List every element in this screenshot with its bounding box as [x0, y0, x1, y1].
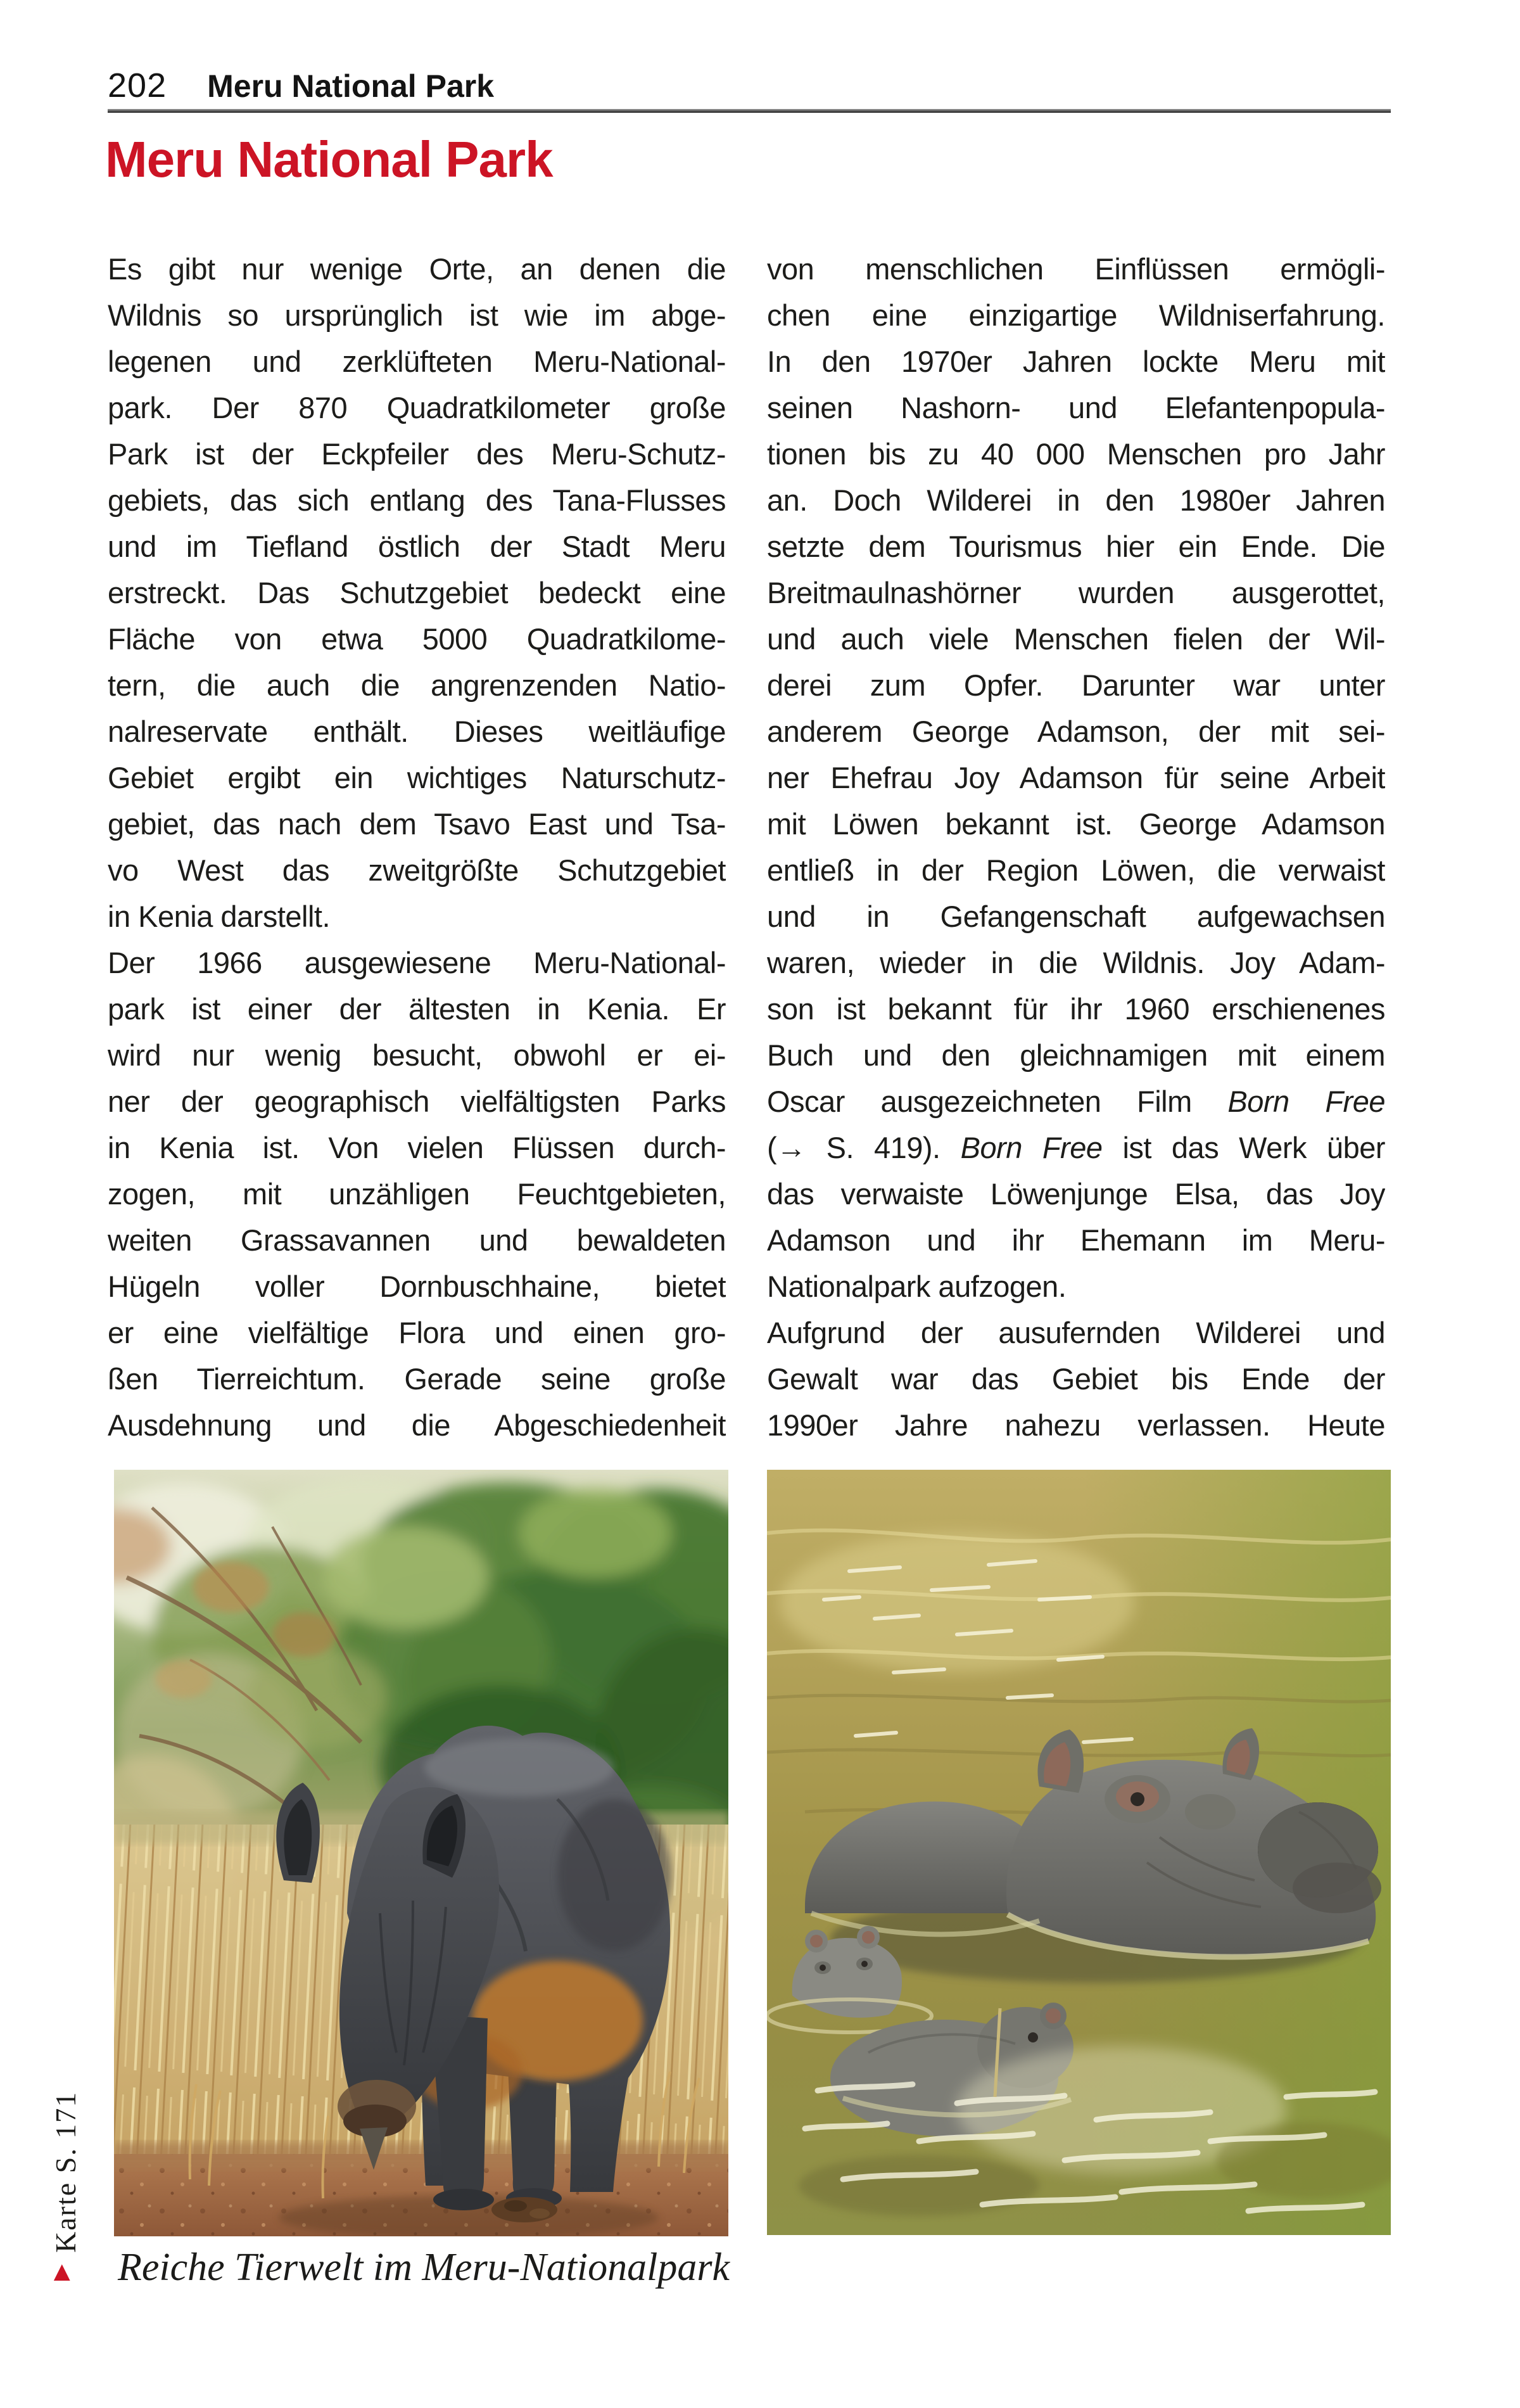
text-line: ner der geographisch vielfältigsten Parks: [108, 1085, 726, 1118]
text-line: und im Tiefland östlich der Stadt Meru: [108, 530, 726, 563]
text-line: In den 1970er Jahren lockte Meru mit: [767, 345, 1385, 378]
header-rule: [108, 109, 1391, 113]
text-line: und auch viele Menschen fielen der Wil-: [767, 622, 1385, 656]
text-line: mit Löwen bekannt ist. George Adamson: [767, 807, 1385, 841]
text-line: in Kenia darstellt.: [108, 900, 331, 933]
text-line: park. Der 870 Quadratkilometer große: [108, 391, 726, 424]
figure-caption: Reiche Tierwelt im Meru-Nationalpark: [118, 2246, 730, 2289]
photo-rhino: [114, 1470, 728, 2236]
page-title: Meru National Park: [105, 131, 553, 188]
text-line: son ist bekannt für ihr 1960 erschienenes: [767, 992, 1385, 1026]
sidebar-marker-triangle-icon: ▲: [48, 2256, 76, 2287]
text-line: Gebiet ergibt ein wichtiges Naturschutz-: [108, 761, 726, 794]
text-line: erstreckt. Das Schutzgebiet bedeckt eine: [108, 576, 726, 609]
text-line: Der 1966 ausgewiesene Meru-National-: [108, 946, 726, 979]
text-line: zogen, mit unzähligen Feuchtgebieten,: [108, 1177, 726, 1211]
text-line: Gewalt war das Gebiet bis Ende der: [767, 1362, 1385, 1396]
text-line: gebiets, das sich entlang des Tana-Flusses: [108, 483, 726, 517]
text-line: vo West das zweitgrößte Schutzgebiet: [108, 853, 726, 887]
text-line: tionen bis zu 40 000 Menschen pro Jahr: [767, 437, 1385, 471]
text-line: er eine vielfältige Flora und einen gro-: [108, 1316, 726, 1349]
text-line: weiten Grassavannen und bewaldeten: [108, 1223, 726, 1257]
article-column-left: [108, 246, 726, 1448]
text-line: Nationalpark aufzogen.: [767, 1270, 1067, 1303]
text-line: waren, wieder in die Wildnis. Joy Adam-: [767, 946, 1385, 979]
text-line: Aufgrund der ausufernden Wilderei und: [767, 1316, 1385, 1349]
page-number: 202: [108, 67, 167, 105]
text-line: nalreservate enthält. Dieses weitläufige: [108, 715, 726, 748]
text-line: ßen Tierreichtum. Gerade seine große: [108, 1362, 726, 1396]
text-line: Hügeln voller Dornbuschhaine, bietet: [108, 1270, 726, 1303]
text-line: an. Doch Wilderei in den 1980er Jahren: [767, 483, 1385, 517]
page-header: [108, 66, 494, 105]
text-line: Es gibt nur wenige Orte, an denen die: [108, 252, 726, 286]
text-line: Adamson und ihr Ehemann im Meru-: [767, 1223, 1385, 1257]
text-line: in Kenia ist. Von vielen Flüssen durch-: [108, 1131, 726, 1164]
text-line: ner Ehefrau Joy Adamson für seine Arbeit: [767, 761, 1385, 794]
text-line: Breitmaulnashörner wurden ausgerottet,: [767, 576, 1385, 609]
text-line: Buch und den gleichnamigen mit einem: [767, 1038, 1385, 1072]
text-line: wird nur wenig besucht, obwohl er ei-: [108, 1038, 726, 1072]
text-line: chen eine einzigartige Wildniserfahrung.: [767, 298, 1385, 332]
text-line: Park ist der Eckpfeiler des Meru-Schutz-: [108, 437, 726, 471]
text-line: setzte dem Tourismus hier ein Ende. Die: [767, 530, 1385, 563]
text-line: seinen Nashorn- und Elefantenpopula-: [767, 391, 1385, 424]
text-line: (→ S. 419). Born Free ist das Werk über: [767, 1131, 1385, 1164]
text-line: anderem George Adamson, der mit sei-: [767, 715, 1385, 748]
text-line: park ist einer der ältesten in Kenia. Er: [108, 992, 726, 1026]
sidebar-map-reference: Karte S. 171: [49, 2091, 82, 2253]
text-line: und in Gefangenschaft aufgewachsen: [767, 900, 1385, 933]
text-line: tern, die auch die angrenzenden Natio-: [108, 668, 726, 702]
running-title: Meru National Park: [207, 68, 495, 104]
photo-hippos: [767, 1470, 1391, 2235]
text-line: 1990er Jahre nahezu verlassen. Heute: [767, 1408, 1385, 1442]
text-line: Fläche von etwa 5000 Quadratkilome-: [108, 622, 726, 656]
rhino-photo-graphic: [114, 1470, 728, 2236]
text-line: Oscar ausgezeichneten Film Born Free: [767, 1085, 1385, 1118]
text-line: legenen und zerklüfteten Meru-National-: [108, 345, 726, 378]
hippo-photo-graphic: [767, 1470, 1391, 2235]
text-line: von menschlichen Einflüssen ermögli-: [767, 252, 1385, 286]
text-line: gebiet, das nach dem Tsavo East und Tsa-: [108, 807, 726, 841]
text-line: entließ in der Region Löwen, die verwaist: [767, 853, 1385, 887]
text-line: Wildnis so ursprünglich ist wie im abge-: [108, 298, 726, 332]
text-line: Ausdehnung und die Abgeschiedenheit: [108, 1408, 726, 1442]
text-line: derei zum Opfer. Darunter war unter: [767, 668, 1385, 702]
text-line: das verwaiste Löwenjunge Elsa, das Joy: [767, 1177, 1385, 1211]
article-column-right: [767, 246, 1385, 1448]
